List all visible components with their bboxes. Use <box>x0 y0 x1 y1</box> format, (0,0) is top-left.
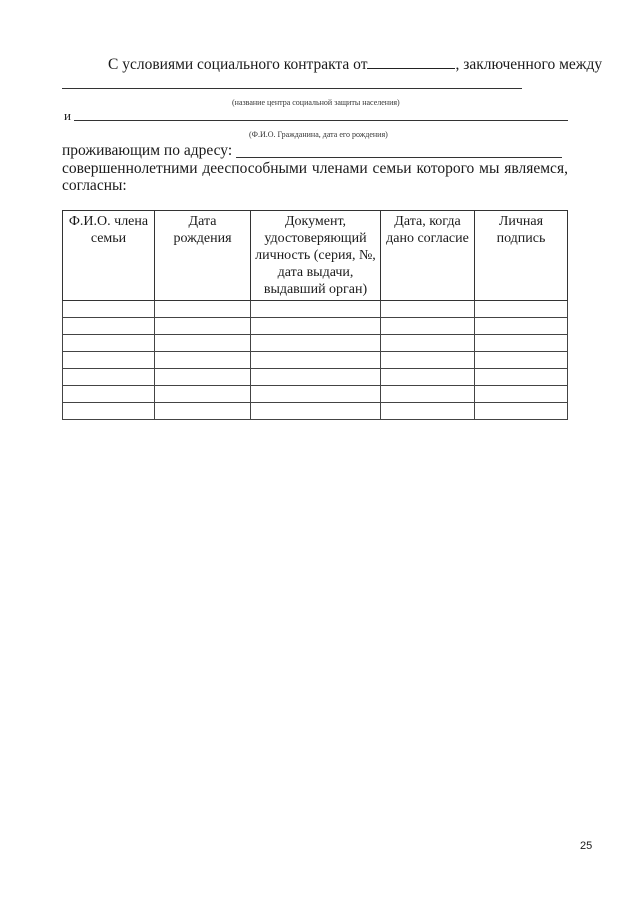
table-cell[interactable] <box>475 386 568 403</box>
table-cell[interactable] <box>251 403 381 420</box>
header-signature: Личная подпись <box>475 211 568 301</box>
header-id-document: Документ, удостоверяющий личность (серия, №, дата выдачи, выдавший орган) <box>251 211 381 301</box>
table-cell[interactable] <box>63 318 155 335</box>
table-cell[interactable] <box>251 301 381 318</box>
table-cell[interactable] <box>475 301 568 318</box>
table-cell[interactable] <box>381 352 475 369</box>
header-birth-date: Дата рождения <box>155 211 251 301</box>
table-row <box>63 352 568 369</box>
citizen-caption: (Ф.И.О. Гражданина, дата его рождения) <box>249 130 388 139</box>
table-cell[interactable] <box>63 386 155 403</box>
table-cell[interactable] <box>475 369 568 386</box>
members-line <box>62 160 568 178</box>
table-cell[interactable] <box>155 369 251 386</box>
table-cell[interactable] <box>251 318 381 335</box>
table-cell[interactable] <box>381 403 475 420</box>
table-cell[interactable] <box>251 369 381 386</box>
table-cell[interactable] <box>251 335 381 352</box>
table-cell[interactable] <box>155 301 251 318</box>
members-line-word: совершеннолетними <box>62 160 198 177</box>
table-cell[interactable] <box>475 352 568 369</box>
table-row <box>63 369 568 386</box>
table-cell[interactable] <box>63 403 155 420</box>
center-name-line <box>62 88 522 89</box>
members-line-word: которого <box>416 160 475 177</box>
intro-text-end: , заключенного между <box>455 56 603 73</box>
header-fio: Ф.И.О. члена семьи <box>63 211 155 301</box>
center-name-caption: (название центра социальной защиты населения) <box>232 98 400 107</box>
table-cell[interactable] <box>155 318 251 335</box>
members-line-word: семьи <box>372 160 412 177</box>
table-row <box>63 335 568 352</box>
table-cell[interactable] <box>155 352 251 369</box>
table-row <box>63 318 568 335</box>
page-number: 25 <box>580 840 593 852</box>
citizen-line <box>74 120 568 121</box>
table-cell[interactable] <box>475 403 568 420</box>
table-cell[interactable] <box>381 318 475 335</box>
table-cell[interactable] <box>63 335 155 352</box>
table-cell[interactable] <box>381 335 475 352</box>
consent-table <box>62 210 568 420</box>
members-line-word: являемся, <box>504 160 568 177</box>
table-cell[interactable] <box>63 369 155 386</box>
table-cell[interactable] <box>63 352 155 369</box>
address-line <box>62 142 232 160</box>
table-row <box>63 386 568 403</box>
table-body <box>63 301 568 420</box>
table-cell[interactable] <box>251 386 381 403</box>
members-line-word: мы <box>479 160 500 177</box>
and-letter: и <box>64 108 71 123</box>
table-cell[interactable] <box>63 301 155 318</box>
contract-date-blank <box>367 56 455 69</box>
table-header-row <box>63 211 568 301</box>
table-row <box>63 301 568 318</box>
table-cell[interactable] <box>475 335 568 352</box>
header-consent-date: Дата, когда дано согласие <box>381 211 475 301</box>
address-label: проживающим по адресу: <box>62 142 233 159</box>
address-blank <box>236 157 562 158</box>
members-line-word: дееспособными <box>202 160 308 177</box>
table-cell[interactable] <box>381 301 475 318</box>
members-line-word: членами <box>311 160 368 177</box>
table-cell[interactable] <box>381 369 475 386</box>
table-cell[interactable] <box>155 403 251 420</box>
table-cell[interactable] <box>475 318 568 335</box>
intro-text-start: С условиями социального контракта от <box>108 56 368 73</box>
table-cell[interactable] <box>155 335 251 352</box>
table-cell[interactable] <box>381 386 475 403</box>
agreed-text: согласны: <box>62 177 127 194</box>
table-cell[interactable] <box>155 386 251 403</box>
table-row <box>63 403 568 420</box>
table-cell[interactable] <box>251 352 381 369</box>
intro-line <box>108 56 602 74</box>
